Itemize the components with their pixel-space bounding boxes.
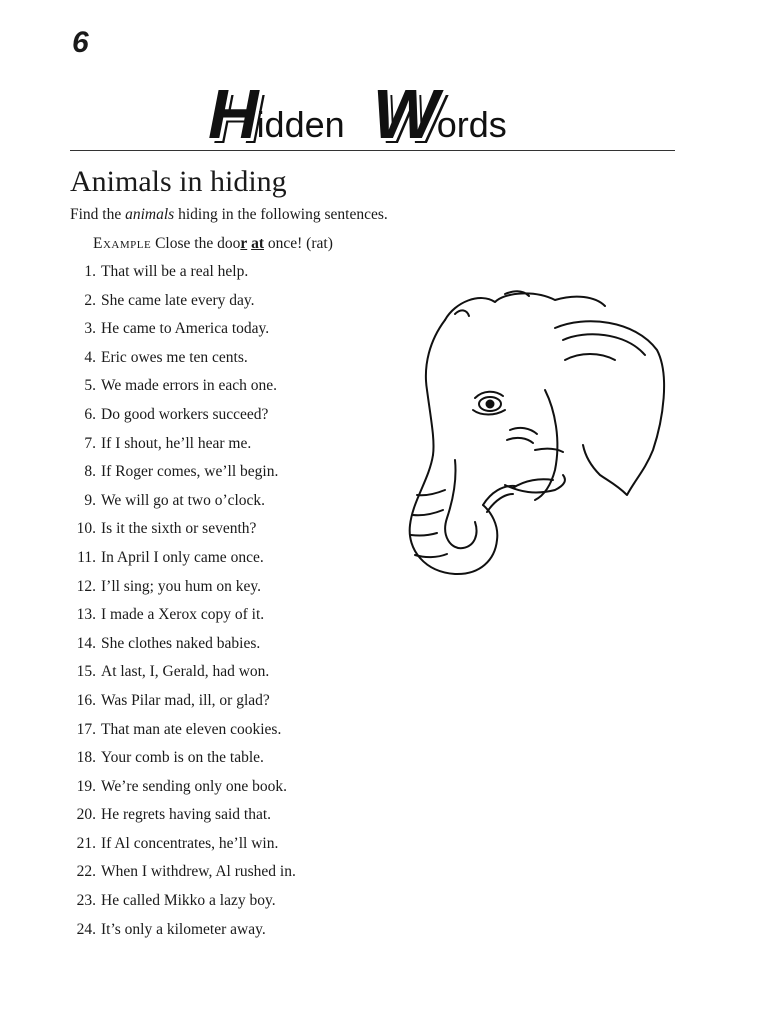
- sentence-text: We’re sending only one book.: [101, 777, 287, 795]
- sentence-number: 3.: [84, 320, 96, 338]
- sentence-text: If I shout, he’ll hear me.: [101, 434, 252, 452]
- sentence-number: 2.: [84, 291, 96, 309]
- sentence-text: If Roger comes, we’ll begin.: [101, 463, 279, 481]
- sentence-item: [70, 862, 296, 891]
- sentence-item: [70, 662, 296, 691]
- sentence-text: He regrets having said that.: [101, 806, 272, 824]
- sentence-item: [70, 434, 296, 463]
- example: [93, 234, 333, 254]
- example-text-after: once! (rat): [264, 235, 333, 252]
- sentence-number: 10.: [76, 520, 96, 538]
- sentence-item: [70, 491, 296, 520]
- sentence-number: 22.: [76, 863, 96, 881]
- sentence-number: 5.: [84, 377, 96, 395]
- sentence-text: She came late every day.: [101, 291, 255, 309]
- sentence-item: [70, 634, 296, 663]
- sentence-item: [70, 891, 296, 920]
- sentence-number: 15.: [76, 663, 96, 681]
- sentence-item: [70, 462, 296, 491]
- title-word-idden: idden: [256, 104, 345, 145]
- sentence-text: He called Mikko a lazy boy.: [101, 892, 276, 910]
- sentence-item: [70, 805, 296, 834]
- sentence-text: It’s only a kilometer away.: [101, 920, 266, 938]
- page-number: 6: [72, 26, 89, 59]
- instructions-before: Find the: [70, 206, 126, 223]
- sentence-text: That will be a real help.: [101, 263, 249, 280]
- sentence-number: 23.: [76, 892, 96, 910]
- sentence-number: 20.: [76, 806, 96, 824]
- title-initial-h: H: [208, 75, 257, 153]
- example-label: Example: [93, 235, 152, 252]
- sentence-item: [70, 748, 296, 777]
- title-initial-w: W: [372, 75, 437, 153]
- sentence-number: 21.: [76, 834, 96, 852]
- sentence-text: I’ll sing; you hum on key.: [101, 577, 262, 595]
- sentence-number: 8.: [84, 463, 96, 481]
- sentence-number: 14.: [76, 634, 96, 652]
- sentence-item: [70, 920, 296, 949]
- instructions: [70, 205, 388, 225]
- sentence-text: Was Pilar mad, ill, or glad?: [101, 691, 270, 709]
- sentence-list: [70, 262, 296, 948]
- page-title: [208, 74, 507, 153]
- sentence-text: At last, I, Gerald, had won.: [101, 663, 270, 681]
- example-highlight-2: at: [251, 235, 265, 252]
- sentence-number: 1.: [84, 263, 96, 280]
- sentence-text: Is it the sixth or seventh?: [101, 520, 257, 538]
- sentence-number: 24.: [76, 920, 96, 938]
- sentence-number: 7.: [84, 434, 96, 452]
- sentence-text: Your comb is on the table.: [101, 749, 264, 767]
- sentence-number: 19.: [76, 777, 96, 795]
- sentence-item: [70, 548, 296, 577]
- sentence-text: In April I only came once.: [101, 548, 264, 566]
- sentence-item: [70, 405, 296, 434]
- sentence-item: [70, 834, 296, 863]
- sentence-text: She clothes naked babies.: [101, 634, 261, 652]
- sentence-item: [70, 262, 296, 291]
- sentence-item: [70, 291, 296, 320]
- title-word-ords: ords: [436, 104, 507, 145]
- sentence-item: [70, 777, 296, 806]
- sentence-number: 16.: [76, 691, 96, 709]
- sentence-item: [70, 319, 296, 348]
- sentence-number: 17.: [76, 720, 96, 738]
- sentence-text: We made errors in each one.: [101, 377, 278, 395]
- example-text-before: Close the doo: [151, 235, 241, 252]
- sentence-number: 11.: [77, 548, 96, 566]
- section-title: Animals in hiding: [70, 165, 287, 198]
- sentence-item: [70, 348, 296, 377]
- sentence-item: [70, 519, 296, 548]
- sentence-text: Eric owes me ten cents.: [101, 348, 248, 366]
- page-header: [70, 72, 675, 151]
- sentence-number: 9.: [84, 491, 96, 509]
- sentence-text: That man ate eleven cookies.: [101, 720, 282, 738]
- instructions-after: hiding in the following sentences.: [174, 206, 388, 223]
- example-highlight-1: r: [240, 235, 248, 252]
- sentence-number: 4.: [84, 348, 96, 366]
- sentence-item: [70, 376, 296, 405]
- sentence-item: [70, 605, 296, 634]
- sentence-item: [70, 720, 296, 749]
- instructions-emphasis: animals: [125, 206, 175, 223]
- sentence-number: 6.: [84, 405, 96, 423]
- sentence-text: If Al concentrates, he’ll win.: [101, 834, 279, 852]
- sentence-number: 13.: [76, 606, 96, 624]
- sentence-text: I made a Xerox copy of it.: [101, 606, 265, 624]
- sentence-item: [70, 577, 296, 606]
- sentence-text: Do good workers succeed?: [101, 405, 269, 423]
- sentence-item: [70, 691, 296, 720]
- elephant-head-illustration: [395, 280, 675, 580]
- sentence-text: When I withdrew, Al rushed in.: [101, 863, 296, 881]
- sentence-text: We will go at two o’clock.: [101, 491, 266, 509]
- sentence-text: He came to America today.: [101, 320, 270, 338]
- sentence-number: 12.: [76, 577, 96, 595]
- sentence-number: 18.: [76, 749, 96, 767]
